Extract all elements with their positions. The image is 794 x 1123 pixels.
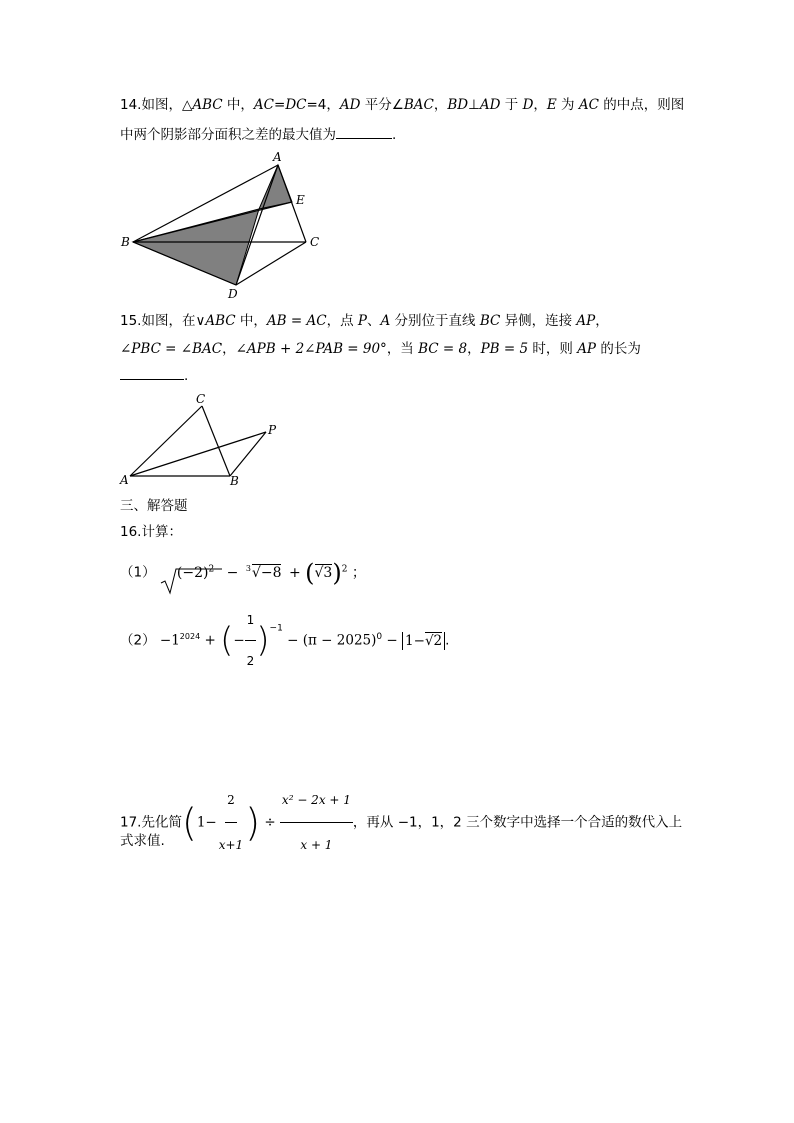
label-b: B bbox=[230, 474, 239, 488]
segment-ap bbox=[130, 432, 266, 476]
label-p: P bbox=[268, 423, 277, 437]
label-a: A bbox=[120, 473, 129, 487]
segment-bp bbox=[230, 432, 266, 476]
q14-figure bbox=[118, 150, 318, 300]
segment-ac bbox=[130, 406, 202, 476]
q16-part-1: （1） $(-2)^2 - ^3√-8 + (√3)^2$ ； bbox=[120, 552, 366, 586]
label-e: E bbox=[296, 193, 305, 207]
label-d: D bbox=[228, 287, 238, 301]
answer-blank[interactable] bbox=[120, 365, 184, 380]
q16-part-2: $(2) -1^{2024}$ + (− $\frac{1}{2}$ )$^{-1} - (\pi - 2025)^0 - 1-√2$ . bbox=[120, 600, 449, 640]
answer-blank[interactable] bbox=[336, 124, 392, 139]
label-c: C bbox=[196, 392, 206, 406]
q15-line-1: 15.如图，在∨ABC 中，AB = AC，点 P、A 分别位于直线 BC 异侧，连接 AP， bbox=[120, 313, 609, 329]
q17-line-2: 式求值. bbox=[120, 833, 165, 849]
q15-figure bbox=[118, 392, 288, 487]
q15-line-2: ∠PBC = ∠BAC，∠APB + 2∠PAB = 90°，当 BC = 8，PB = 5 时，则 AP 的长为 bbox=[120, 341, 641, 357]
label-b: B bbox=[121, 235, 130, 249]
section-title: 三、解答题 bbox=[120, 498, 188, 514]
segment-bc bbox=[202, 406, 230, 476]
q16-title: 16.计算： bbox=[120, 524, 182, 540]
q14-line-1: 14.如图，△ABC 中，AC=DC=4，AD 平分∠BAC，BD⊥AD 于 D，E 为 AC 的中点，则图 bbox=[120, 97, 685, 113]
label-c: C bbox=[310, 235, 320, 249]
label-a: A bbox=[273, 150, 282, 164]
q14-line-2: 中两个阴影部分面积之差的最大值为 . bbox=[120, 124, 396, 145]
sqrt-symbol bbox=[160, 567, 222, 595]
q15-line-3: . bbox=[120, 365, 188, 386]
q17-line-1: 17.先化简(1− $\frac{2}{x+1}$ ) ÷ $\frac{\text{x² − 2x + 1}}{x + 1}$ ，再从 −1，1，2 三个数字中选择一个合适的数代入上 bbox=[120, 778, 682, 822]
